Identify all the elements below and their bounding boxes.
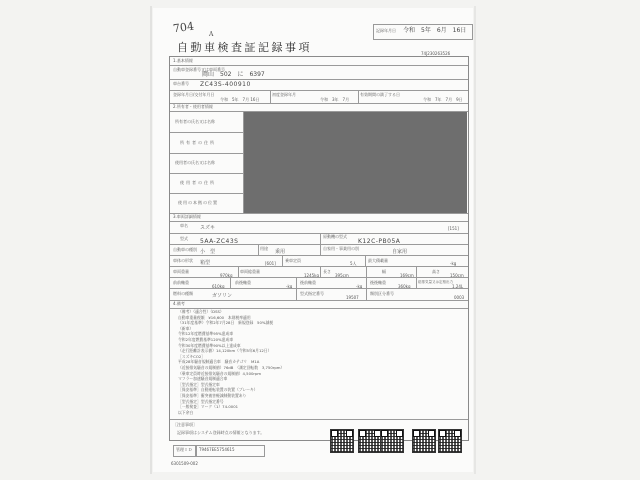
handwritten-mark: A (209, 31, 214, 38)
document-number: 74J230263526 (421, 51, 451, 56)
vin-value: ZC43S-400910 (200, 81, 251, 88)
class-number-value: 0003 (454, 295, 465, 300)
remark-line: 平成28年騒音規制適合車 騒音カテゴリ M1A (178, 359, 260, 365)
vehicle-kind-label: 自動車の種別 (173, 247, 197, 252)
remark-line: ［保安基準］自動運転装置の装置（ブレーキ） (178, 387, 258, 393)
remark-line: （新車） (178, 325, 194, 331)
body-shape-label: 車体の形状 (173, 258, 193, 263)
width-value: 169cm (400, 273, 414, 278)
remark-line: （走行距離計表示値）14,120km（令和5年6月12日） (178, 348, 272, 354)
qr-code-4 (413, 430, 435, 452)
rr-axle-label: 後後軸重 (370, 280, 386, 285)
use-value: 乗用 (275, 249, 286, 255)
owner-name-label: 所有者の氏名又は名称 (175, 119, 215, 124)
engine-model-value: K12C-PB05A (358, 238, 401, 245)
remark-line: 自動車重量税額 ¥16,600 本則税率適用 (178, 314, 251, 320)
model-value: 5AA-ZC43S (200, 238, 239, 245)
displacement-label: 総排気量又は定格出力 (418, 280, 453, 284)
remark-line: 令和2年度燃費基準120%達成車 (178, 337, 234, 342)
remark-line: 令和12年度燃費基準95%達成車 (178, 331, 234, 337)
user-address-label: 使用者の住所 (180, 180, 216, 185)
engine-model-label: 原動機の型式 (323, 234, 347, 239)
section-owner-heading: 2.所有者・使用者情報 (173, 104, 213, 109)
ff-axle-value: 610kg (212, 284, 225, 289)
user-name-label: 使用者の氏名又は名称 (175, 160, 215, 165)
remark-line: ［スズキCO2］ (178, 353, 206, 359)
notes-text: 記録事項はシステム登録時点の情報となります。 (177, 430, 265, 435)
class-number-label: 類別区分番号 (370, 291, 394, 296)
vin-label: 車台番号 (173, 81, 189, 86)
remark-line: ［保安基準］衝突被害軽減制動装置あり (178, 393, 247, 398)
first-year-label: 初度登録年月 (272, 92, 296, 97)
registration-number-label: 自動車登録番号又は車両番号 (173, 67, 225, 72)
purpose-label: 自家用・事業用の別 (323, 246, 359, 251)
use-label: 用途 (260, 246, 268, 251)
body-shape-code: [601] (265, 261, 276, 266)
width-label: 幅 (382, 269, 386, 274)
capacity-label: 乗車定員 (285, 258, 301, 263)
qr-code-2 (359, 430, 381, 452)
max-load-label: 最大積載量 (368, 258, 388, 263)
base-location-label: 使用の本拠の位置 (178, 200, 218, 205)
length-label: 長さ (323, 269, 331, 274)
expiry-value: 令和 7年 7月 9日 (423, 97, 463, 102)
max-load-value: -kg (450, 261, 457, 266)
purpose-value: 自家用 (392, 249, 408, 255)
length-value: 395cm (335, 273, 349, 278)
fuel-value: ガソリン (212, 293, 233, 299)
management-id-label: 管理ＩＤ (176, 447, 192, 452)
rr-axle-value: 360kg (398, 284, 411, 289)
rf-axle-label: 後前軸重 (300, 280, 316, 285)
vehicle-kind-value: 小 型 (200, 249, 216, 255)
capacity-value: 5人 (350, 261, 357, 266)
page-title: 自動車検査証記録事項 (177, 41, 312, 54)
type-cert-label: 型式指定番号 (300, 291, 324, 296)
height-value: 150cm (450, 273, 464, 278)
remark-line: 以下余白 (178, 409, 194, 415)
owner-address-label: 所有者の住所 (180, 140, 216, 145)
section-remarks-heading: 4.備考 (173, 301, 185, 306)
section-vehicle-heading: 3.車両詳細情報 (173, 214, 201, 219)
entry-date-value: 令和 5年 6月 16日 (403, 27, 467, 34)
fr-axle-value: -kg (286, 284, 293, 289)
maker-code: [151] (448, 226, 459, 231)
fr-axle-label: 前後軸重 (235, 280, 251, 285)
type-cert-value: 19507 (346, 295, 359, 300)
model-label: 型式 (180, 236, 188, 241)
qr-code-1 (331, 430, 353, 452)
redacted-owner-info (244, 112, 467, 214)
remark-line: ［型式指定］型式指定車 (178, 381, 220, 387)
management-id-value: T9467EE5754615 (199, 447, 235, 452)
rf-axle-value: -kg (356, 284, 363, 289)
body-shape-value: 箱型 (200, 260, 211, 266)
expiry-label: 有効期間の満了する日 (360, 92, 400, 97)
remark-line: （乗車定員時近接排気騒音の規制値）4,500rpm (178, 370, 262, 376)
fuel-label: 燃料の種類 (173, 291, 193, 296)
vehicle-weight-value: 970kg (220, 273, 233, 278)
inspection-record-sheet (153, 8, 473, 472)
notes-heading: ［注意事項］ (173, 422, 197, 427)
section-basic-heading: 1.基本情報 (173, 58, 193, 63)
remark-line: 令和30年度燃費基準90%以上達成車 (178, 342, 241, 348)
maker-label: 車名 (180, 223, 188, 228)
remark-line: （備考）（適合性）（DSS） (178, 309, 224, 314)
handwritten-number: 704 (172, 19, 195, 36)
remark-line: （近接排気騒音の規制値）76dB （測定回転数 3,750rpm） (178, 365, 285, 370)
page-code: 6301509-002 (171, 461, 198, 466)
record-form (169, 56, 469, 441)
gross-weight-label: 車両総重量 (240, 269, 260, 274)
qr-code-3 (381, 430, 403, 452)
vehicle-weight-label: 車両重量 (173, 269, 189, 274)
gross-weight-value: 1245kg (304, 273, 320, 278)
first-registration-label: 登録年月日/交付年月日 (173, 92, 215, 97)
remark-line: ［一般検査］マーク（1）74-0001 (178, 404, 239, 410)
remark-line: （31年度基準）令和2年7月28日 新規登録 50%減税 (178, 320, 274, 326)
remark-line: ［型式指定］型式指定番号 (178, 398, 224, 404)
qr-code-5 (439, 430, 461, 452)
registration-number-value: 岡山 502 に 6397 (202, 71, 265, 78)
maker-value: スズキ (200, 225, 216, 231)
first-year-value: 令和 3年 7月 (320, 97, 350, 102)
first-registration-value: 令和 5年 7月 16日 (220, 97, 260, 102)
remark-line: マフラー加速騒音規制適合車 (178, 376, 228, 382)
displacement-value: 1.24L (452, 284, 464, 289)
entry-date-label: 記録年月日 (376, 28, 396, 33)
ff-axle-label: 前前軸重 (173, 280, 189, 285)
height-label: 高さ (432, 269, 440, 274)
